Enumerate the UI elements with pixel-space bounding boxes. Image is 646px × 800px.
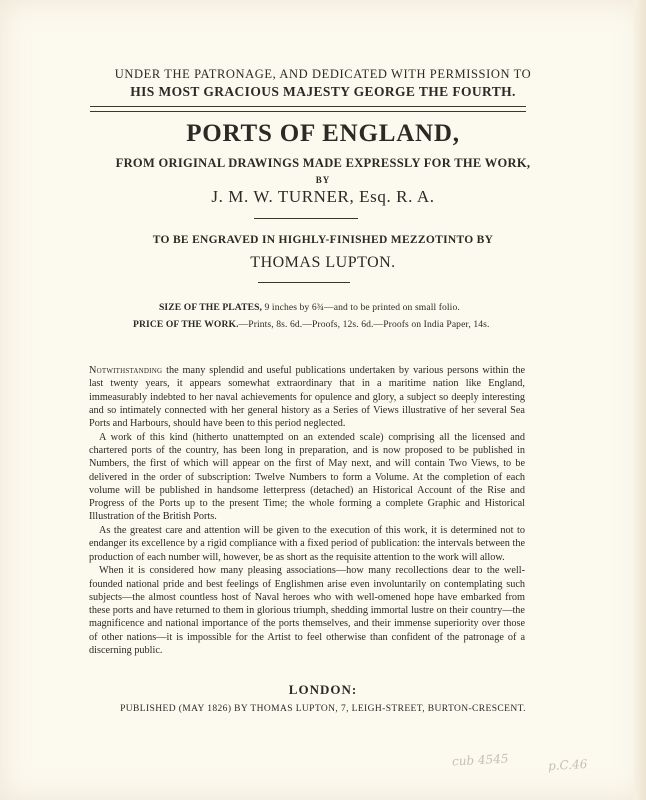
price-spec <box>133 319 489 330</box>
paragraph-2: A work of this kind (hitherto unattempted on an extended scale) comprising all the licensed and chartered ports of the country, has been long in preparation, and is now proposed to be published in Numbers, the first of which will appear on the first of May next, and will contain Two Views, to be delivered in the order of subscription: Twelve Numbers to form a Volume. At the completion of each volume will be published in handsome letterpress (detached) an Historical Account of the Rise and Progress of the Ports up to the present Time; the whole forming a complete Graphic and Historical Illustration of the British Ports. <box>89 431 525 523</box>
paragraph-1 <box>89 364 525 430</box>
pencil-annotation-1: cub 4545 <box>451 751 509 769</box>
pencil-annotation-2: p.C.46 <box>547 756 588 774</box>
prospectus-body <box>89 364 525 658</box>
plate-size-spec <box>159 302 460 313</box>
size-value: 9 inches by 6¾—and to be printed on small folio. <box>264 302 460 313</box>
double-rule-divider <box>90 106 526 112</box>
by-line: BY <box>315 175 331 185</box>
short-rule-divider <box>254 218 358 219</box>
engraving-line: TO BE ENGRAVED IN HIGHLY-FINISHED MEZZOTINTO BY <box>152 234 494 246</box>
document-subtitle: FROM ORIGINAL DRAWINGS MADE EXPRESSLY FOR THE WORK, <box>115 156 531 170</box>
paragraph-1-text: the many splendid and useful publications undertaken by various persons within the last twenty years, it appears somewhat extraordinary that in a maritime nation like England, immeasurably indebted to her naval achievements for opulence and glory, a subject so deeply interesting and so intimately connected with her general history as a Series of Views illustrative of her several Sea Ports and Harbours, should have been to this period neglected. <box>89 365 525 429</box>
place-of-publication: LONDON: <box>288 682 358 697</box>
patronage-line-1: UNDER THE PATRONAGE, AND DEDICATED WITH PERMISSION TO <box>114 67 532 81</box>
price-label: PRICE OF THE WORK. <box>133 319 239 330</box>
engraver-name: THOMAS LUPTON. <box>250 254 396 271</box>
patronage-line-2: HIS MOST GRACIOUS MAJESTY GEORGE THE FOURTH. <box>130 84 516 99</box>
publisher-imprint: PUBLISHED (MAY 1826) BY THOMAS LUPTON, 7, LEIGH-STREET, BURTON-CRESCENT. <box>120 704 526 714</box>
price-value: —Prints, 8s. 6d.—Proofs, 12s. 6d.—Proofs on India Paper, 14s. <box>238 319 490 330</box>
patronage-header <box>0 66 646 100</box>
document-title: PORTS OF ENGLAND, <box>186 120 460 147</box>
paragraph-3: As the greatest care and attention will be given to the execution of this work, it is determined not to endanger its excellence by a rigid compliance with a fixed period of publication: the intervals between the production of each number will, however, be as short as the requisite attention to the work will allow. <box>89 525 525 563</box>
artist-name: J. M. W. TURNER, Esq. R. A. <box>211 187 435 206</box>
short-rule-divider-2 <box>258 282 350 283</box>
paragraph-4: When it is considered how many pleasing associations—how many recollections dear to the well-founded national pride and best feelings of Englishmen arise even involuntarily on contemplating such subjects—the almost countless host of Naval heroes who with well-omened hope have embarked from these ports and have returned to them in glorious triumph, shedding immortal lustre on their country—the magnificence and national importance of the ports themselves, and their immense superiority over those of other nations—it is impossible for the Artist to feel otherwise than confident of the patronage of a discerning public. <box>89 565 525 656</box>
paragraph-1-lead: Notwithstanding <box>89 365 163 376</box>
size-label: SIZE OF THE PLATES, <box>159 302 263 313</box>
